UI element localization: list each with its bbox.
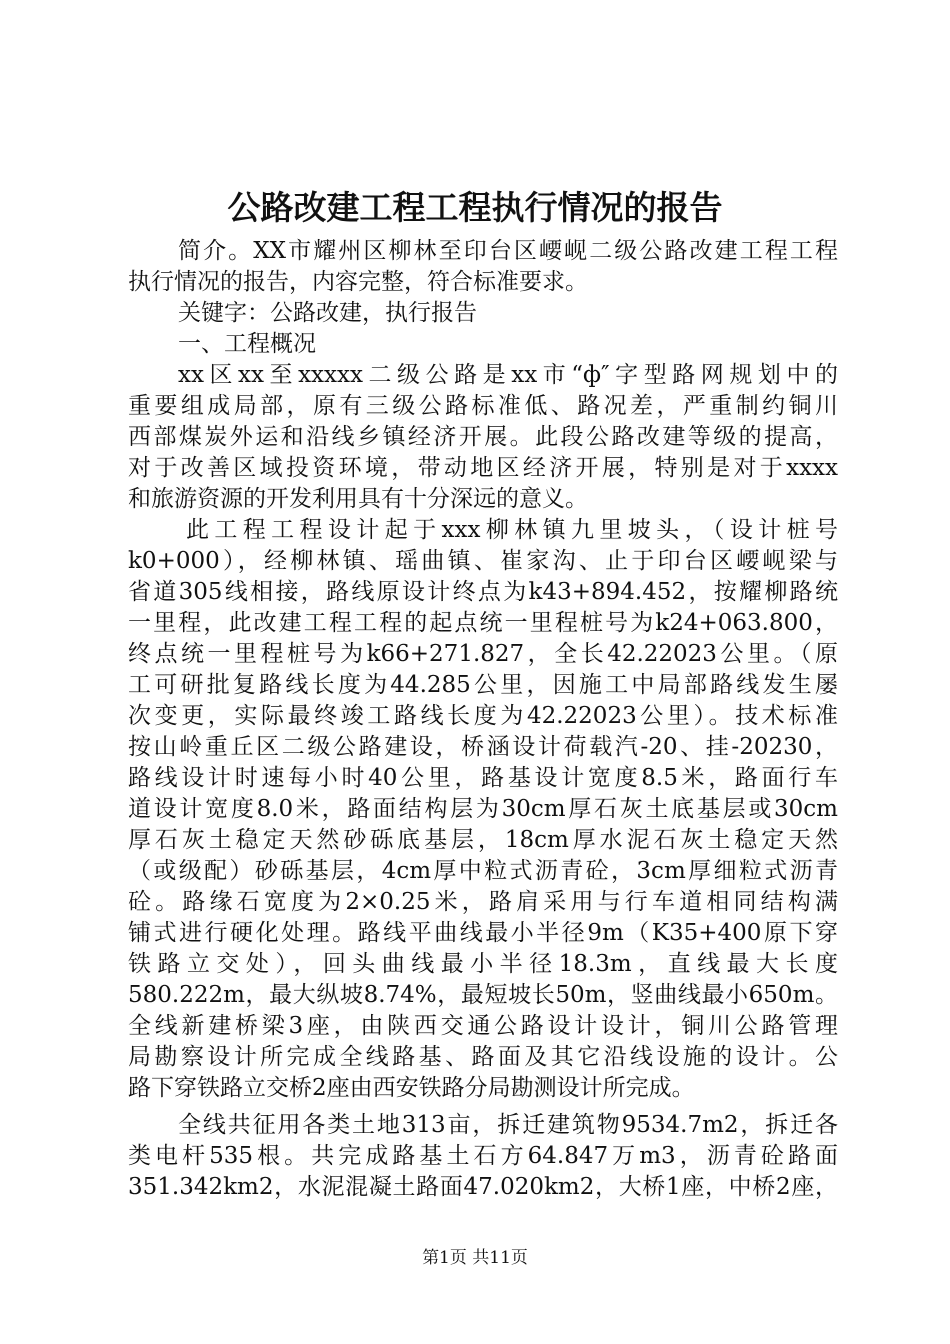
intro-line-1: 简介。XX市耀州区柳林至印台区崾岘二级公路改建工程工程 (178, 238, 838, 264)
paragraph-line: 路线设计时速每小时40公里，路基设计宽度8.5米，路面行车 (128, 765, 838, 791)
paragraph-line: 次变更，实际最终竣工路线长度为42.22023公里）。技术标准 (128, 703, 838, 729)
document-body (128, 236, 838, 1203)
paragraph-line: 重要组成局部，原有三级公路标准低、路况差，严重制约铜川 (128, 393, 838, 419)
keywords-line: 关键字：公路改建，执行报告 (178, 300, 477, 326)
paragraph-line: 路下穿铁路立交桥2座由西安铁路分局勘测设计所完成。 (128, 1075, 695, 1101)
paragraph-line: 对于改善区域投资环境，带动地区经济开展，特别是对于xxxx (128, 455, 838, 481)
paragraph-line: k0+000），经柳林镇、瑶曲镇、崔家沟、止于印台区崾岘梁与 (128, 548, 838, 574)
paragraph-line: 西部煤炭外运和沿线乡镇经济开展。此段公路改建等级的提高， (128, 424, 838, 450)
paragraph-line: （或级配）砂砾基层，4cm厚中粒式沥青砼，3cm厚细粒式沥青 (128, 858, 838, 884)
paragraph-line: 砼。路缘石宽度为2×0.25米，路肩采用与行车道相同结构满 (128, 889, 838, 915)
paragraph-line: 工可研批复路线长度为44.285公里，因施工中局部路线发生屡 (128, 672, 838, 698)
paragraph-line: 351.342km2，水泥混凝土路面47.020km2，大桥1座，中桥2座， (128, 1174, 838, 1200)
section-heading: 一、工程概况 (178, 331, 316, 357)
paragraph-line: 一里程，此改建工程工程的起点统一里程桩号为k24+063.800， (128, 610, 838, 636)
paragraph-line: 道设计宽度8.0米，路面结构层为30cm厚石灰土底基层或30cm (128, 796, 838, 822)
paragraph-line: 终点统一里程桩号为k66+271.827，全长42.22023公里。（原 (128, 641, 838, 667)
paragraph-line: 厚石灰土稳定天然砂砾底基层，18cm厚水泥石灰土稳定天然 (128, 827, 838, 853)
intro-line-2: 执行情况的报告，内容完整，符合标准要求。 (128, 269, 588, 295)
document-title: 公路改建工程工程执行情况的报告 (227, 188, 723, 227)
paragraph-line: 省道305线相接，路线原设计终点为k43+894.452，按耀柳路统 (128, 579, 838, 605)
paragraph-line: 580.222m，最大纵坡8.74%，最短坡长50m，竖曲线最小650m。 (128, 982, 838, 1008)
paragraph-line: 此工程工程设计起于xxx柳林镇九里坡头，（设计桩号 (186, 517, 838, 543)
paragraph-line: 全线新建桥梁3座，由陕西交通公路设计设计，铜川公路管理 (128, 1013, 838, 1039)
paragraph-line: 按山岭重丘区二级公路建设，桥涵设计荷载汽-20、挂-20230， (128, 734, 838, 760)
paragraph-line: 局勘察设计所完成全线路基、路面及其它沿线设施的设计。公 (128, 1044, 838, 1070)
paragraph-line: 铺式进行硬化处理。路线平曲线最小半径9m（K35+400原下穿 (128, 920, 838, 946)
paragraph-line: 和旅游资源的开发利用具有十分深远的意义。 (128, 486, 588, 512)
paragraph-line: 类电杆535根。共完成路基土石方64.847万m3，沥青砼路面 (128, 1143, 838, 1169)
page-footer: 第1页 共11页 (422, 1248, 528, 1268)
paragraph-line: xx区xx至xxxxx二级公路是xx市“ф″字型路网规划中的 (178, 362, 838, 388)
paragraph-line: 铁路立交处），回头曲线最小半径18.3m，直线最大长度 (128, 951, 838, 977)
paragraph-line: 全线共征用各类土地313亩，拆迁建筑物9534.7m2，拆迁各 (178, 1112, 838, 1138)
